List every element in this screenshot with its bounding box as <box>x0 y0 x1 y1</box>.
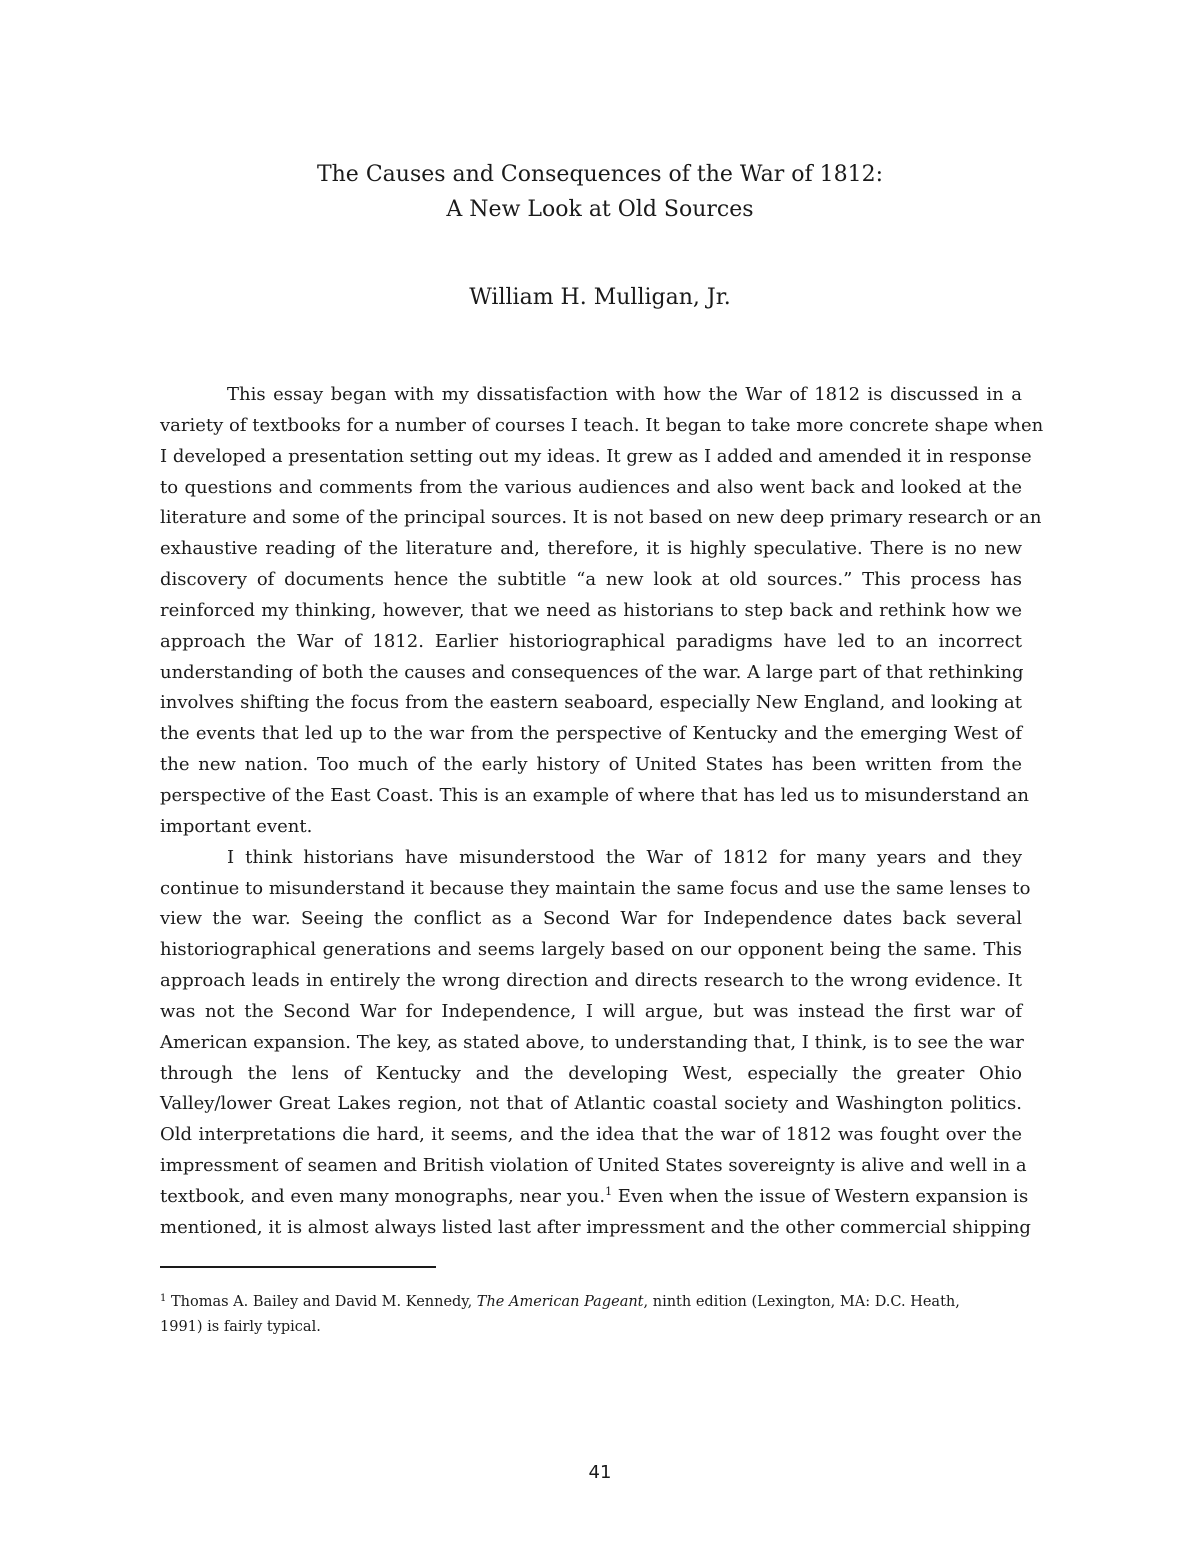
footnote-book-title: The American Pageant <box>476 1294 644 1310</box>
text-line: the events that led up to the war from the perspective of Kentucky and the emerging West of <box>160 723 1022 745</box>
text-line: historiographical generations and seems largely based on our opponent being the same. This <box>160 939 1022 961</box>
text-line: This essay began with my dissatisfaction with how the War of 1812 is discussed in a <box>227 384 1022 405</box>
footnote-text: Thomas A. Bailey and David M. Kennedy, <box>166 1294 477 1310</box>
paragraph-2 <box>160 843 1031 1244</box>
footnote-reference[interactable]: 1 <box>605 1184 613 1198</box>
text-line: continue to misunderstand it because they maintain the same focus and use the same lenses to <box>160 877 1031 899</box>
title-line-2: A New Look at Old Sources <box>446 197 754 222</box>
text-line: through the lens of Kentucky and the developing West, especially the greater Ohio <box>160 1062 1022 1084</box>
text-line: discovery of documents hence the subtitle “a new look at old sources.” This process has <box>160 569 1022 591</box>
text-line: view the war. Seeing the conflict as a Second War for Independence dates back several <box>160 908 1022 930</box>
text-line: impressment of seamen and British violation of United States sovereignty is alive and well in a <box>160 1155 1027 1177</box>
text-line: I developed a presentation setting out my ideas. It grew as I added and amended it in response <box>160 445 1032 467</box>
text-segment: Even when the issue of Western expansion is <box>612 1185 1029 1207</box>
text-line: important event. <box>160 815 313 837</box>
text-line: understanding of both the causes and consequences of the war. A large part of that rethinking <box>160 661 1024 683</box>
text-line: American expansion. The key, as stated above, to understanding that, I think, is to see the war <box>160 1031 1024 1053</box>
text-line: I think historians have misunderstood the War of 1812 for many years and they <box>227 846 1022 868</box>
body-text <box>160 380 1044 1244</box>
footnote-text: , ninth edition (Lexington, MA: D.C. Heath, <box>643 1294 960 1310</box>
footnote-line: 1991) is fairly typical. <box>160 1319 321 1335</box>
text-line: the new nation. Too much of the early history of United States has been written from the <box>160 754 1022 776</box>
text-line: approach leads in entirely the wrong direction and directs research to the wrong evidence. It <box>160 970 1022 992</box>
footnote-line <box>160 1290 1022 1315</box>
text-line: variety of textbooks for a number of courses I teach. It began to take more concrete shape when <box>160 414 1044 436</box>
footnote-divider <box>160 1266 436 1268</box>
footnote-marker: 1 <box>160 1293 167 1304</box>
text-line: was not the Second War for Independence, I will argue, but was instead the first war of <box>160 1000 1022 1022</box>
title-line-1: The Causes and Consequences of the War of 1812: <box>316 162 884 187</box>
text-line: approach the War of 1812. Earlier historiographical paradigms have led to an incorrect <box>160 630 1022 652</box>
text-line-with-footnote <box>160 1182 1029 1213</box>
author-name: William H. Mulligan, Jr. <box>469 285 731 310</box>
text-line: exhaustive reading of the literature and, therefore, it is highly speculative. There is no new <box>160 538 1022 560</box>
page-number: 41 <box>588 1462 612 1483</box>
footnote <box>160 1290 1022 1340</box>
text-line: Old interpretations die hard, it seems, and the idea that the war of 1812 was fought over the <box>160 1124 1022 1146</box>
text-line: Valley/lower Great Lakes region, not that of Atlantic coastal society and Washington politics. <box>160 1093 1022 1115</box>
text-line: involves shifting the focus from the eastern seaboard, especially New England, and looking at <box>160 692 1022 714</box>
text-line: to questions and comments from the various audiences and also went back and looked at the <box>160 476 1022 498</box>
text-line: literature and some of the principal sources. It is not based on new deep primary research or an <box>160 507 1042 529</box>
paragraph-1 <box>160 380 1044 843</box>
text-line: reinforced my thinking, however, that we need as historians to step back and rethink how we <box>160 599 1022 621</box>
text-line: perspective of the East Coast. This is an example of where that has led us to misunderstand an <box>160 784 1029 806</box>
text-line: mentioned, it is almost always listed last after impressment and the other commercial shipping <box>160 1216 1031 1238</box>
text-segment: textbook, and even many monographs, near you. <box>160 1185 606 1207</box>
